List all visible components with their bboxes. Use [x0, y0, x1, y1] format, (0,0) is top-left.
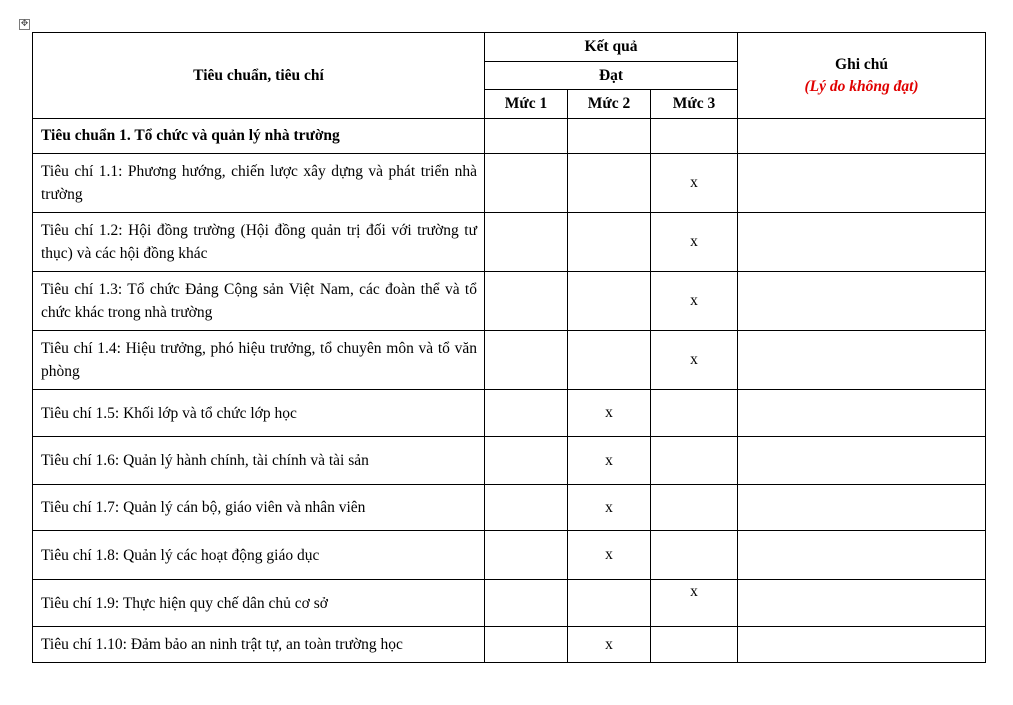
table-row: [33, 627, 986, 663]
level-2-mark: x: [568, 485, 651, 531]
note-cell: [738, 485, 986, 531]
level-3-mark: x: [651, 272, 738, 331]
criterion-label: Tiêu chí 1.4: Hiệu trưởng, phó hiệu trưởng, tổ chuyên môn và tổ văn phòng: [33, 331, 485, 390]
level-2-mark: [568, 154, 651, 213]
note-cell: [738, 531, 986, 580]
criterion-label: Tiêu chí 1.9: Thực hiện quy chế dân chủ cơ sở: [33, 580, 485, 627]
level-1-mark: [485, 531, 568, 580]
evaluation-table: [32, 32, 986, 663]
table-row: [33, 437, 986, 485]
level-3-mark: [651, 485, 738, 531]
note-cell: [738, 437, 986, 485]
level-2-mark: [568, 331, 651, 390]
standard-row: [33, 119, 986, 154]
level-1-mark: [485, 627, 568, 663]
note-header: [738, 33, 986, 119]
level-1-mark: [485, 213, 568, 272]
criterion-label: Tiêu chí 1.2: Hội đồng trường (Hội đồng quản trị đối với trường tư thục) và các hội đồng khác: [33, 213, 485, 272]
table-row: [33, 531, 986, 580]
note-title: Ghi chú: [835, 55, 888, 73]
level-3-mark: [651, 531, 738, 580]
level-2-mark: x: [568, 531, 651, 580]
level-3-mark: [651, 627, 738, 663]
criterion-label: Tiêu chí 1.7: Quản lý cán bộ, giáo viên và nhân viên: [33, 485, 485, 531]
achieved-header: Đạt: [485, 62, 738, 90]
level-3-mark: x: [651, 154, 738, 213]
criterion-label: Tiêu chí 1.5: Khối lớp và tổ chức lớp học: [33, 390, 485, 437]
note-cell: [738, 213, 986, 272]
level-1-mark: [485, 390, 568, 437]
level-2-mark: x: [568, 437, 651, 485]
note-cell: [738, 272, 986, 331]
criteria-header: Tiêu chuẩn, tiêu chí: [33, 33, 485, 119]
level-3-mark: x: [651, 213, 738, 272]
level-2-mark: [568, 580, 651, 627]
table-row: [33, 213, 986, 272]
criterion-label: Tiêu chí 1.10: Đảm bảo an ninh trật tự, an toàn trường học: [33, 627, 485, 663]
cell: [568, 119, 651, 154]
level-3-mark: x: [651, 580, 738, 627]
level-1-mark: [485, 331, 568, 390]
level-1-mark: [485, 437, 568, 485]
table-row: [33, 580, 986, 627]
note-cell: [738, 154, 986, 213]
criterion-label: Tiêu chí 1.3: Tổ chức Đảng Cộng sản Việt Nam, các đoàn thể và tổ chức khác trong nhà trường: [33, 272, 485, 331]
level-3-mark: [651, 390, 738, 437]
table-row: [33, 154, 986, 213]
level-3-mark: [651, 437, 738, 485]
result-header: Kết quả: [485, 33, 738, 62]
level-1-mark: [485, 272, 568, 331]
note-cell: [738, 580, 986, 627]
level-3-mark: x: [651, 331, 738, 390]
level-3-header: Mức 3: [651, 90, 738, 119]
cell: [651, 119, 738, 154]
table-move-handle-icon[interactable]: ✥: [20, 19, 29, 29]
note-subtitle: (Lý do không đạt): [804, 77, 919, 95]
standard-title: Tiêu chuẩn 1. Tổ chức và quản lý nhà trường: [33, 119, 485, 154]
level-2-mark: x: [568, 390, 651, 437]
criterion-label: Tiêu chí 1.8: Quản lý các hoạt động giáo dục: [33, 531, 485, 580]
note-cell: [738, 390, 986, 437]
table-row: [33, 485, 986, 531]
level-1-header: Mức 1: [485, 90, 568, 119]
table-row: [33, 390, 986, 437]
criterion-label: Tiêu chí 1.1: Phương hướng, chiến lược xây dựng và phát triển nhà trường: [33, 154, 485, 213]
note-cell: [738, 331, 986, 390]
table-row: [33, 331, 986, 390]
level-1-mark: [485, 580, 568, 627]
level-1-mark: [485, 154, 568, 213]
level-2-header: Mức 2: [568, 90, 651, 119]
criterion-label: Tiêu chí 1.6: Quản lý hành chính, tài chính và tài sản: [33, 437, 485, 485]
cell: [485, 119, 568, 154]
level-2-mark: [568, 213, 651, 272]
level-1-mark: [485, 485, 568, 531]
level-2-mark: x: [568, 627, 651, 663]
cell: [738, 119, 986, 154]
table-row: [33, 272, 986, 331]
note-cell: [738, 627, 986, 663]
level-2-mark: [568, 272, 651, 331]
